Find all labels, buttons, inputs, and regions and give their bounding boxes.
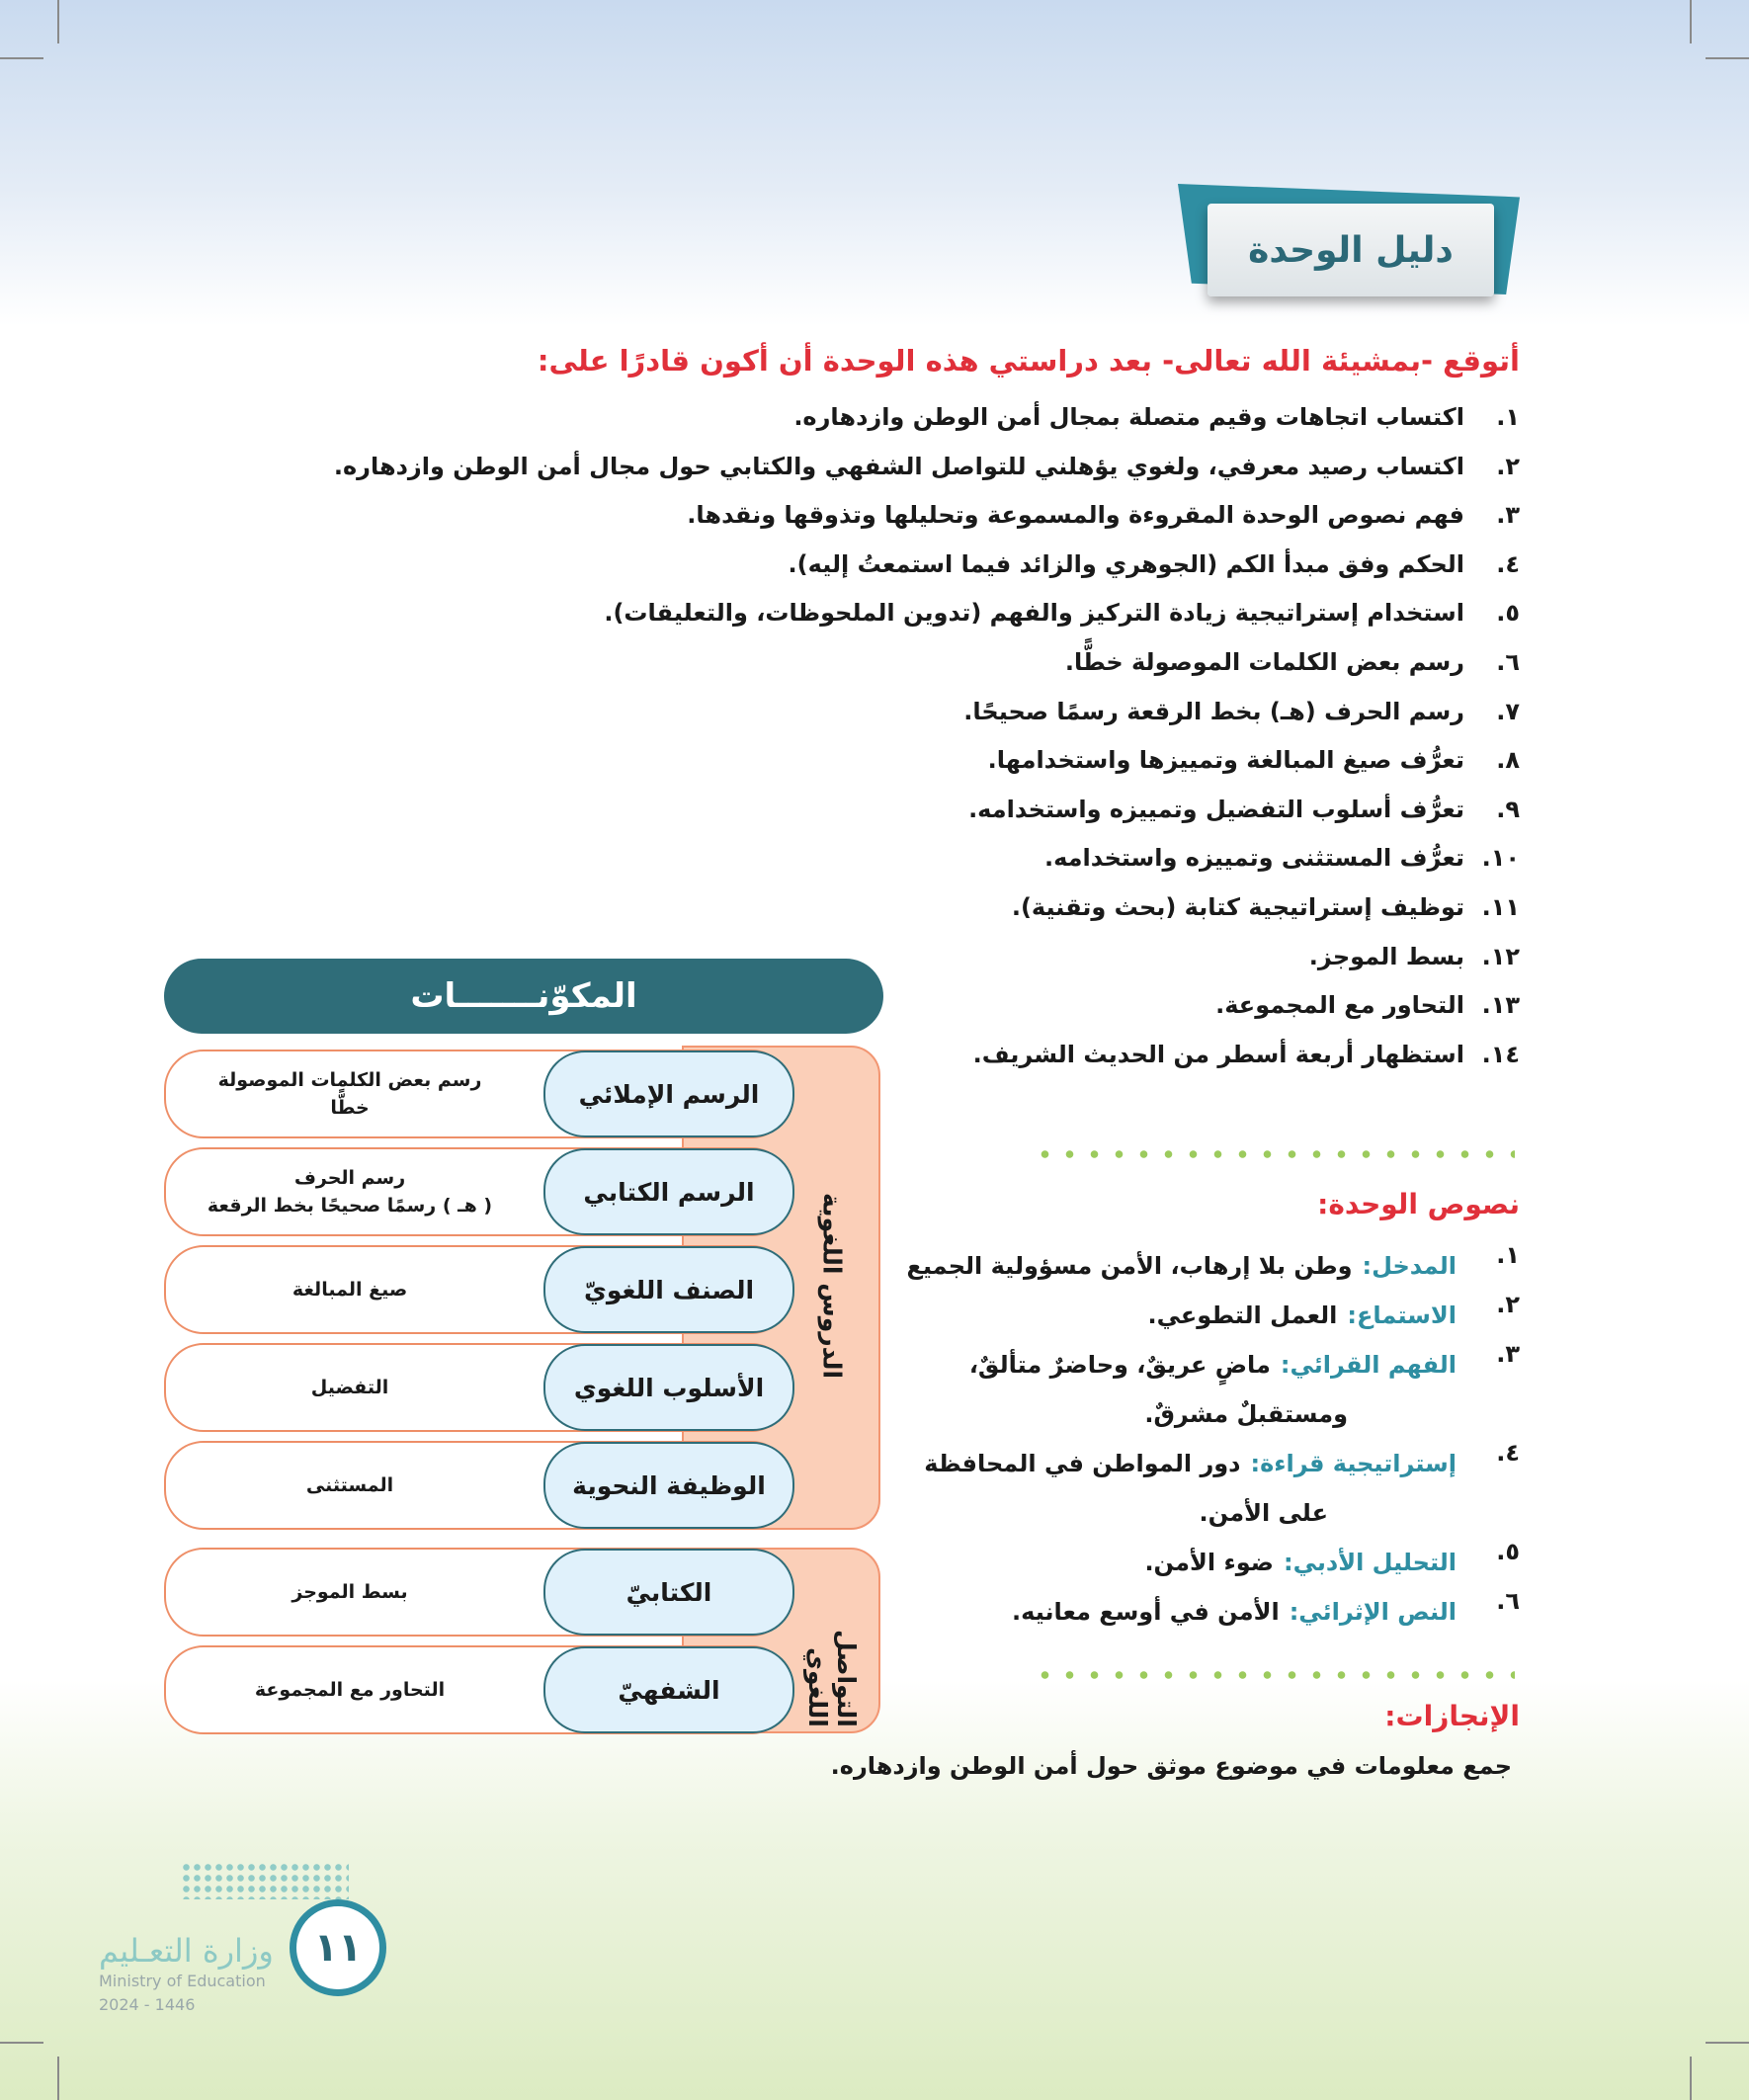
dotted-divider bbox=[1033, 1149, 1515, 1159]
goal-item bbox=[334, 796, 1520, 845]
component-name-pill: الأسلوب اللغوي bbox=[543, 1344, 794, 1431]
component-name-pill: الوظيفة النحوية bbox=[543, 1442, 794, 1529]
unit-text-continuation: على الأمن. bbox=[1199, 1499, 1328, 1527]
crop-mark bbox=[1690, 0, 1692, 43]
dotted-divider bbox=[1033, 1670, 1515, 1680]
goal-text: تعرُّف أسلوب التفضيل وتمييزه واستخدامه. bbox=[968, 795, 1464, 823]
component-desc-line: ( هـ ) رسمًا صحيحًا بخط الرقعة bbox=[207, 1195, 493, 1217]
component-desc-line: التحاور مع المجموعة bbox=[254, 1678, 446, 1701]
ministry-name-en: Ministry of Education bbox=[99, 1972, 266, 1990]
component-name-pill: الصنف اللغويّ bbox=[543, 1246, 794, 1333]
component-description bbox=[184, 1247, 516, 1332]
unit-text-title: العمل التطوعي. bbox=[1147, 1302, 1338, 1329]
crop-mark bbox=[1706, 57, 1749, 59]
component-description bbox=[184, 1550, 516, 1635]
unit-text-title: الأمن في أوسع معانيه. bbox=[1012, 1598, 1280, 1626]
goal-item bbox=[334, 550, 1520, 600]
unit-text-label: الفهم القرائي: bbox=[1280, 1351, 1457, 1379]
goal-text: رسم بعض الكلمات الموصولة خطًّا. bbox=[1064, 647, 1464, 676]
unit-text-label: الاستماع: bbox=[1347, 1302, 1457, 1329]
component-desc-line: المستثنى bbox=[305, 1473, 394, 1496]
unit-text-number: ٣. bbox=[1496, 1340, 1520, 1368]
unit-text-number: ١. bbox=[1496, 1241, 1520, 1269]
crop-mark bbox=[57, 0, 59, 43]
goal-text: توظيف إستراتيجية كتابة (بحث وتقنية). bbox=[1011, 892, 1464, 921]
goal-text: اكتساب اتجاهات وقيم متصلة بمجال أمن الوطن وازدهاره. bbox=[793, 403, 1464, 431]
unit-text-continuation: ومستقبلٌ مشرقٌ. bbox=[1144, 1400, 1348, 1428]
crop-mark bbox=[0, 57, 43, 59]
unit-text-body bbox=[906, 1241, 1457, 1291]
goal-number: ١٢. bbox=[1481, 942, 1520, 970]
unit-text-body bbox=[1148, 1291, 1458, 1340]
crop-mark bbox=[0, 2042, 43, 2044]
goal-text: الحكم وفق مبدأ الكم (الجوهري والزائد فيما استمعتُ إليه). bbox=[788, 549, 1464, 578]
goal-text: اكتساب رصيد معرفي، ولغوي يؤهلني للتواصل الشفهي والكتابي حول مجال أمن الوطن وازدهاره. bbox=[333, 452, 1464, 480]
goal-item bbox=[334, 648, 1520, 698]
ministry-logo-dots bbox=[181, 1862, 349, 1899]
goal-item bbox=[334, 893, 1520, 943]
components-heading: المكوّنـــــــات bbox=[164, 959, 883, 1034]
goal-number: ١٠. bbox=[1481, 844, 1520, 873]
component-desc-line: صيغ المبالغة bbox=[292, 1278, 408, 1301]
goal-text: استخدام إستراتيجية زيادة التركيز والفهم (تدوين الملحوظات، والتعليقات). bbox=[604, 599, 1464, 628]
component-description bbox=[184, 1149, 516, 1234]
achievements-text: جمع معلومات في موضوع موثق حول أمن الوطن وازدهاره. bbox=[830, 1752, 1512, 1780]
goal-number: ١١. bbox=[1481, 892, 1520, 921]
unit-text-line bbox=[1012, 1587, 1457, 1637]
unit-text-label: إستراتيجية قراءة: bbox=[1250, 1450, 1457, 1477]
unit-text-body bbox=[969, 1340, 1457, 1439]
unit-text-line bbox=[1148, 1291, 1458, 1340]
goal-text: بسط الموجز. bbox=[1308, 942, 1464, 970]
unit-text-body bbox=[1144, 1538, 1457, 1587]
unit-text-line bbox=[906, 1241, 1457, 1291]
unit-text-line bbox=[924, 1439, 1457, 1488]
goal-number: ٩. bbox=[1496, 795, 1520, 823]
goal-item bbox=[334, 501, 1520, 550]
crop-mark bbox=[1706, 2042, 1749, 2044]
goal-item bbox=[334, 844, 1520, 893]
component-name-pill: الرسم الإملائي bbox=[543, 1050, 794, 1137]
group-label-language-lessons: الدروس اللغوية bbox=[817, 1192, 847, 1380]
unit-text-number: ٥. bbox=[1496, 1538, 1520, 1565]
group-label-communication: التواصل اللغوي bbox=[803, 1630, 861, 1727]
unit-text-body bbox=[1012, 1587, 1457, 1637]
goal-number: ١. bbox=[1496, 403, 1520, 431]
goal-text: تعرُّف المستثنى وتمييزه واستخدامه. bbox=[1043, 844, 1464, 873]
unit-text-item bbox=[906, 1291, 1520, 1340]
unit-text-body bbox=[924, 1439, 1457, 1538]
texts-title: نصوص الوحدة: bbox=[1317, 1188, 1520, 1220]
unit-text-title: دور المواطن في المحافظة bbox=[924, 1450, 1241, 1477]
component-desc-line: التفضيل bbox=[310, 1376, 389, 1398]
title-banner bbox=[1208, 204, 1494, 296]
unit-text-item bbox=[906, 1439, 1520, 1538]
component-description bbox=[184, 1051, 516, 1136]
goal-number: ٥. bbox=[1496, 599, 1520, 628]
component-name-pill: الكتابيّ bbox=[543, 1549, 794, 1636]
goal-text: تعرُّف صيغ المبالغة وتمييزها واستخدامها. bbox=[987, 746, 1464, 775]
component-description bbox=[184, 1345, 516, 1430]
unit-text-item bbox=[906, 1538, 1520, 1587]
unit-text-label: النص الإثرائي: bbox=[1289, 1598, 1457, 1626]
goal-number: ٨. bbox=[1496, 746, 1520, 775]
ministry-year: 2024 - 1446 bbox=[99, 1995, 196, 2014]
unit-text-item bbox=[906, 1587, 1520, 1637]
component-desc-line: رسم الحرف bbox=[293, 1166, 406, 1189]
goal-item bbox=[334, 453, 1520, 502]
component-name-pill: الشفهيّ bbox=[543, 1646, 794, 1733]
crop-mark bbox=[57, 2057, 59, 2100]
unit-text-title: ماضٍ عريقٌ، وحاضرٌ متألقٌ، bbox=[968, 1351, 1271, 1379]
component-desc-line: بسط الموجز bbox=[292, 1580, 408, 1603]
crop-mark bbox=[1690, 2057, 1692, 2100]
unit-text-item bbox=[906, 1340, 1520, 1439]
goal-text: فهم نصوص الوحدة المقروءة والمسموعة وتحليلها وتذوقها ونقدها. bbox=[687, 501, 1464, 530]
goal-item bbox=[334, 599, 1520, 648]
page-number: ١١ bbox=[290, 1899, 386, 1996]
component-desc-line: خطًّا bbox=[330, 1097, 370, 1119]
unit-text-title: وطن بلا إرهاب، الأمن مسؤولية الجميع bbox=[906, 1252, 1353, 1280]
goal-item bbox=[334, 403, 1520, 453]
texts-list bbox=[906, 1241, 1520, 1637]
component-name-pill: الرسم الكتابي bbox=[543, 1148, 794, 1235]
achievements-title: الإنجازات: bbox=[1384, 1700, 1520, 1732]
goal-number: ٣. bbox=[1496, 501, 1520, 530]
goal-number: ٧. bbox=[1496, 697, 1520, 725]
unit-text-number: ٢. bbox=[1496, 1291, 1520, 1318]
goal-number: ١٣. bbox=[1481, 991, 1520, 1020]
unit-text-number: ٤. bbox=[1496, 1439, 1520, 1467]
unit-text-line bbox=[969, 1340, 1457, 1389]
unit-text-number: ٦. bbox=[1496, 1587, 1520, 1615]
unit-text-label: التحليل الأدبي: bbox=[1283, 1549, 1457, 1576]
component-description bbox=[184, 1443, 516, 1528]
unit-text-item bbox=[906, 1241, 1520, 1291]
goal-text: استظهار أربعة أسطر من الحديث الشريف. bbox=[972, 1040, 1464, 1068]
goal-text: التحاور مع المجموعة. bbox=[1215, 991, 1464, 1020]
unit-text-title: ضوء الأمن. bbox=[1144, 1549, 1274, 1576]
page-title: دليل الوحدة bbox=[1248, 229, 1454, 271]
component-description bbox=[184, 1647, 516, 1732]
component-desc-line: رسم بعض الكلمات الموصولة bbox=[217, 1068, 482, 1091]
unit-text-label: المدخل: bbox=[1362, 1252, 1457, 1280]
goal-number: ٦. bbox=[1496, 647, 1520, 676]
ministry-name-ar: وزارة التعـليم bbox=[99, 1932, 274, 1970]
goal-number: ٢. bbox=[1496, 452, 1520, 480]
goal-text: رسم الحرف (هـ) بخط الرقعة رسمًا صحيحًا. bbox=[963, 697, 1464, 725]
goals-intro: أتوقع -بمشيئة الله تعالى- بعد دراستي هذه الوحدة أن أكون قادرًا على: bbox=[537, 344, 1520, 378]
unit-text-line bbox=[1144, 1538, 1457, 1587]
goal-item bbox=[334, 698, 1520, 747]
goal-number: ٤. bbox=[1496, 549, 1520, 578]
goal-item bbox=[334, 746, 1520, 796]
goal-number: ١٤. bbox=[1481, 1040, 1520, 1068]
